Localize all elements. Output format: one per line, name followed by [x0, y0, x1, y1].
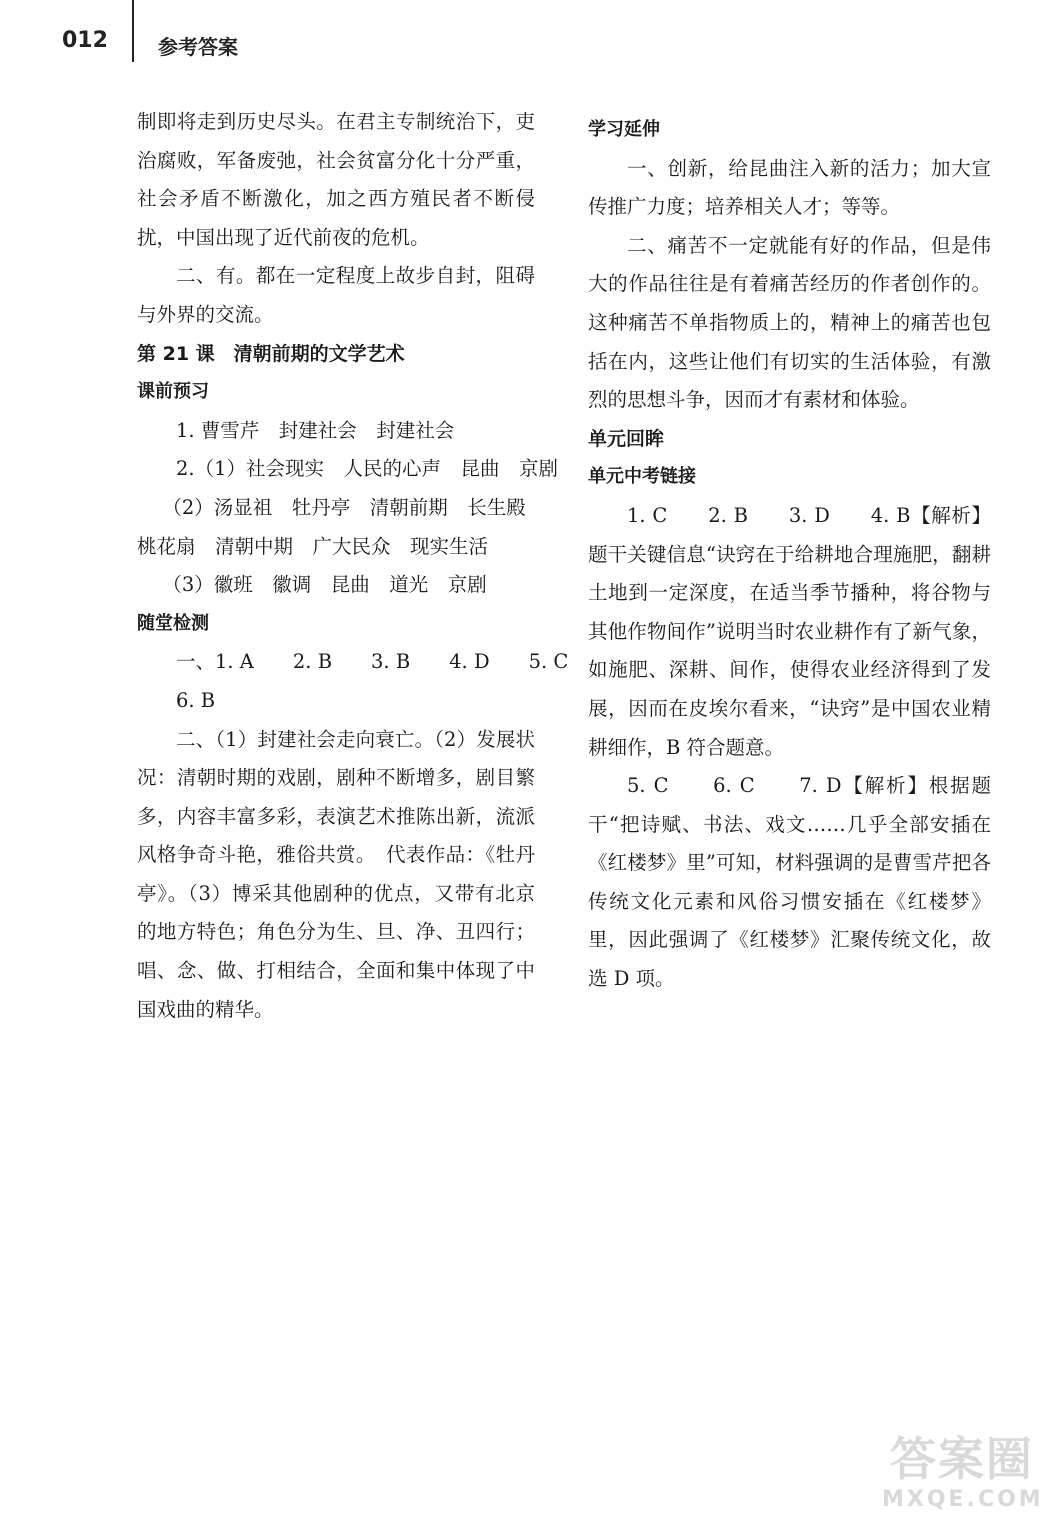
watermark-logo — [882, 1431, 1042, 1526]
check-answers-1: 一、1. A 2. B 3. B 4. D 5. C — [176, 650, 569, 674]
check-heading: 随堂检测 — [137, 612, 209, 634]
preview-item-2-1: 2.（1）社会现实 人民的心声 昆曲 京剧 — [176, 457, 559, 481]
page-title: 参考答案 — [158, 35, 238, 59]
header-divider — [132, 0, 134, 62]
page-number: 012 — [62, 28, 108, 53]
link-heading: 单元中考链接 — [588, 466, 696, 488]
unit-title: 单元回眸 — [588, 427, 665, 450]
link-answers-2: 5. C 6. C 7. D【解析】根据题干“把诗赋、书法、戏文……几乎全部安插在《红楼梦》里”可知，材料强调的是曹雪芹把各传统文化元素和风俗习惯安插在《红楼梦》里，因此强调了《红楼梦》汇聚传统文化，故选 D 项。 — [588, 774, 991, 991]
left-column — [137, 103, 569, 1029]
preview-item-2-2a: （2）汤显祖 牡丹亭 清朝前期 长生殿 — [162, 495, 526, 519]
preview-heading: 课前预习 — [137, 381, 209, 403]
watermark-top: 答案圈 — [890, 1432, 1034, 1486]
intro-paragraph: 制即将走到历史尽头。在君主专制统治下，吏治腐败，军备废弛，社会贫富分化十分严重，社会矛盾不断激化，加之西方殖民者不断侵扰，中国出现了近代前夜的危机。 — [137, 110, 535, 249]
link-answers-1: 1. C 2. B 3. D 4. B【解析】题干关键信息“诀窍在于给耕地合理施肥，翻耕土地到一定深度，在适当季节播种，将谷物与其他作物间作”说明当时农业耕作有了新气象，如施肥、深耕、间作，使得农业经济得到了发展，因而在皮埃尔看来，“诀窍”是中国农业精耕细作，B 符合题意。 — [588, 503, 991, 759]
page-header — [0, 0, 1060, 70]
check-answers-1b: 6. B — [176, 688, 216, 712]
extend-answer-1: 一、创新，给昆曲注入新的活力；加大宣传推广力度；培养相关人才；等等。 — [588, 156, 991, 219]
extend-answer-2: 二、痛苦不一定就能有好的作品，但是伟大的作品往往是有着痛苦经历的作者创作的。这种痛苦不单指物质上的，精神上的痛苦也包括在内，这些让他们有切实的生活体验，有激烈的思想斗争，因而才有素材和体验。 — [588, 233, 991, 412]
preview-item-1: 1. 曹雪芹 封建社会 封建社会 — [176, 418, 455, 442]
extend-heading: 学习延伸 — [588, 119, 660, 140]
preview-item-2-2b: 桃花扇 清朝中期 广大民众 现实生活 — [137, 534, 489, 558]
lesson-title: 第 21 课 清朝前期的文学艺术 — [137, 342, 405, 365]
watermark-bottom: MXQE.COM — [882, 1487, 1044, 1512]
preview-item-2-3: （3）徽班 徽调 昆曲 道光 京剧 — [162, 573, 487, 597]
check-answers-2: 二、（1）封建社会走向衰亡。（2）发展状况：清朝时期的戏剧，剧种不断增多，剧目繁多，内容丰富多彩，表演艺术推陈出新，流派风格争奇斗艳，雅俗共赏。 代表作品：《牡丹亭》。（3）博采其他剧种的优点，又带有北京的地方特色；角色分为生、旦、净、丑四行；唱、念、做、打相结合，全面和集中体现了中国戏曲的精华。 — [137, 727, 535, 1021]
right-column — [588, 111, 991, 999]
intro-answer-2: 二、有。都在一定程度上故步自封，阻碍与外界的交流。 — [137, 264, 535, 326]
